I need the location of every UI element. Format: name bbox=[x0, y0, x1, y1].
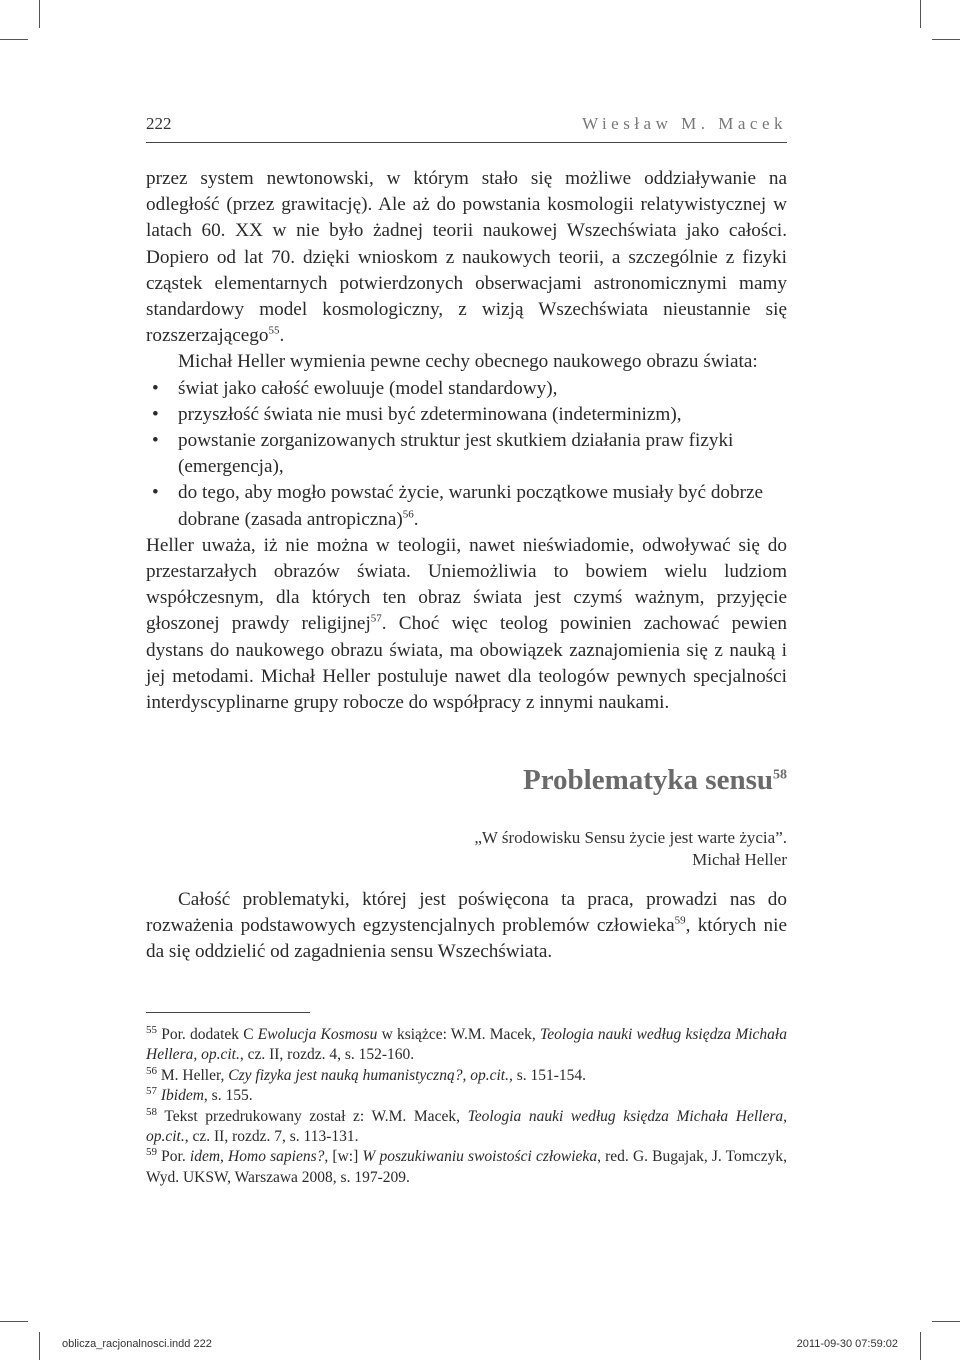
crop-mark bbox=[932, 1321, 960, 1322]
text: , s. 151-154. bbox=[508, 1066, 587, 1084]
paragraph bbox=[146, 533, 787, 716]
text: , których nie da się oddzielić od zagadnienia sensu Wszechświata. bbox=[146, 915, 787, 963]
page-header bbox=[146, 112, 787, 143]
section-title bbox=[523, 764, 787, 797]
text: przez system newtonowski, w którym stało się możliwe oddziaływanie na odległość (przez grawitację). Ale aż do powstania kosmologii relatywistycznej w latach 60. XX w nie było żadnej teorii naukowej Wszechświata jako całości. Dopiero od lat 70. dzięki wnioskom z naukowych teorii, a szczególnie z fizyki cząstek elementarnych potwierdzonych obserwacjami astronomicznymi mamy standardowy model kosmologiczny, z wizją Wszechświata nieustannie się rozszerzającego bbox=[146, 168, 787, 347]
bullet-icon: • bbox=[152, 403, 159, 425]
text: . bbox=[413, 508, 419, 530]
crop-mark bbox=[920, 0, 921, 28]
epigraph bbox=[474, 827, 787, 871]
footnote-number: 57 bbox=[146, 1085, 157, 1098]
text: , red. G. Bugajak, J. Tomczyk, Wyd. UKSW, Warszawa 2008, s. 197-209. bbox=[146, 1148, 787, 1186]
italic-text: Teologia nauki według księdza Michała Hellera, op.cit. bbox=[146, 1026, 787, 1064]
text: , [w:] bbox=[324, 1148, 363, 1166]
italic-text: Czy fizyka jest nauką humanistyczną?, op.cit. bbox=[228, 1066, 509, 1084]
text: . bbox=[279, 325, 285, 347]
crop-mark bbox=[0, 1321, 28, 1322]
list-item bbox=[146, 480, 787, 532]
footnote-number: 56 bbox=[146, 1064, 157, 1077]
crop-mark bbox=[39, 1332, 40, 1360]
italic-text: Ibidem bbox=[160, 1087, 204, 1105]
italic-text: Ewolucja Kosmosu bbox=[257, 1026, 378, 1043]
list-item bbox=[146, 428, 787, 480]
page-number: 222 bbox=[146, 114, 172, 133]
list-item-text: powstanie zorganizowanych struktur jest skutkiem działania praw fizyki (emergencja), bbox=[178, 430, 734, 478]
footnote-ref: 59 bbox=[674, 914, 686, 927]
text: Całość problematyki, której jest poświęcona ta praca, prowadzi nas do rozważenia podstawowych egzystencjalnych problemów człowieka bbox=[146, 889, 787, 937]
list-item-text: przyszłość świata nie musi być zdeterminowana (indeterminizm), bbox=[178, 403, 682, 425]
footnote-ref: 57 bbox=[370, 613, 382, 626]
bullet-icon: • bbox=[152, 430, 159, 452]
text: , cz. II, rozdz. 7, s. 113-131. bbox=[184, 1128, 359, 1146]
text: Por. dodatek C bbox=[157, 1026, 258, 1043]
crop-mark bbox=[39, 0, 40, 28]
section-title-text: Problematyka sensu bbox=[522, 764, 773, 796]
footnote bbox=[146, 1107, 787, 1148]
section-intro bbox=[146, 887, 787, 966]
list-item bbox=[146, 376, 787, 402]
footnote bbox=[146, 1086, 787, 1106]
footnote-ref: 55 bbox=[268, 324, 280, 337]
paragraph bbox=[146, 166, 787, 349]
italic-text: W poszukiwaniu swoistości człowieka bbox=[362, 1148, 598, 1166]
footnote-ref: 56 bbox=[402, 508, 414, 521]
italic-text: idem, Homo sapiens? bbox=[189, 1148, 325, 1166]
running-head: Wiesław M. Macek bbox=[582, 114, 787, 133]
text: Tekst przedrukowany został z: W.M. Macek, bbox=[157, 1107, 468, 1125]
footnote bbox=[146, 1066, 787, 1086]
list-item bbox=[146, 402, 787, 428]
text: , s. 155. bbox=[203, 1087, 253, 1105]
print-slug-file: oblicza_racjonalnosci.indd 222 bbox=[62, 1338, 212, 1350]
footnote-divider bbox=[146, 1012, 310, 1013]
epigraph-quote: „W środowisku Sensu życie jest warte życia”. bbox=[474, 828, 787, 847]
list-item-text: do tego, aby mogło powstać życie, warunki początkowe musiały być dobrze dobrane (zasada antropiczna) bbox=[178, 482, 764, 530]
text: Heller uważa, iż nie można w teologii, nawet nieświadomie, odwoływać się do przestarzałych obrazów świata. Uniemożliwia to bowiem wielu ludziom współczesnym, dla których ten obraz świata jest czymś ważnym, przyjęcie głoszonej prawdy religijnej bbox=[146, 534, 787, 635]
footnote bbox=[146, 1025, 787, 1066]
footnote-ref: 58 bbox=[773, 767, 787, 783]
text: . Choć więc teolog powinien zachować pewien dystans do naukowego obrazu świata, ma obowiązek zaznajomienia się z nauką i jej metodami. Michał Heller postuluje nawet dla teologów pewnych specjalności interdyscyplinarne grupy robocze do współpracy z innymi naukami. bbox=[146, 613, 787, 714]
bullet-list bbox=[146, 376, 787, 533]
italic-text: Teologia nauki według księdza Michała Hellera, op.cit. bbox=[146, 1107, 787, 1146]
bullet-icon: • bbox=[152, 482, 159, 504]
crop-mark bbox=[932, 39, 960, 40]
footnote-number: 55 bbox=[146, 1023, 157, 1036]
list-item-text: świat jako całość ewoluuje (model standardowy), bbox=[178, 377, 558, 399]
bullet-icon: • bbox=[152, 377, 159, 399]
crop-mark bbox=[920, 1332, 921, 1360]
footnote-number: 59 bbox=[146, 1146, 157, 1159]
text: Por. bbox=[157, 1148, 190, 1166]
main-text bbox=[146, 166, 787, 716]
footnotes bbox=[146, 1025, 787, 1188]
paragraph: Michał Heller wymienia pewne cechy obecnego naukowego obrazu świata: bbox=[178, 351, 758, 373]
print-slug-timestamp: 2011-09-30 07:59:02 bbox=[796, 1338, 898, 1350]
paragraph bbox=[146, 887, 787, 966]
epigraph-author: Michał Heller bbox=[692, 850, 787, 869]
crop-mark bbox=[0, 39, 28, 40]
footnote-number: 58 bbox=[146, 1105, 157, 1118]
footnote bbox=[146, 1147, 787, 1188]
text: w książce: W.M. Macek, bbox=[377, 1026, 540, 1043]
text: , cz. II, rozdz. 4, s. 152-160. bbox=[239, 1046, 415, 1064]
text: M. Heller, bbox=[157, 1066, 229, 1084]
